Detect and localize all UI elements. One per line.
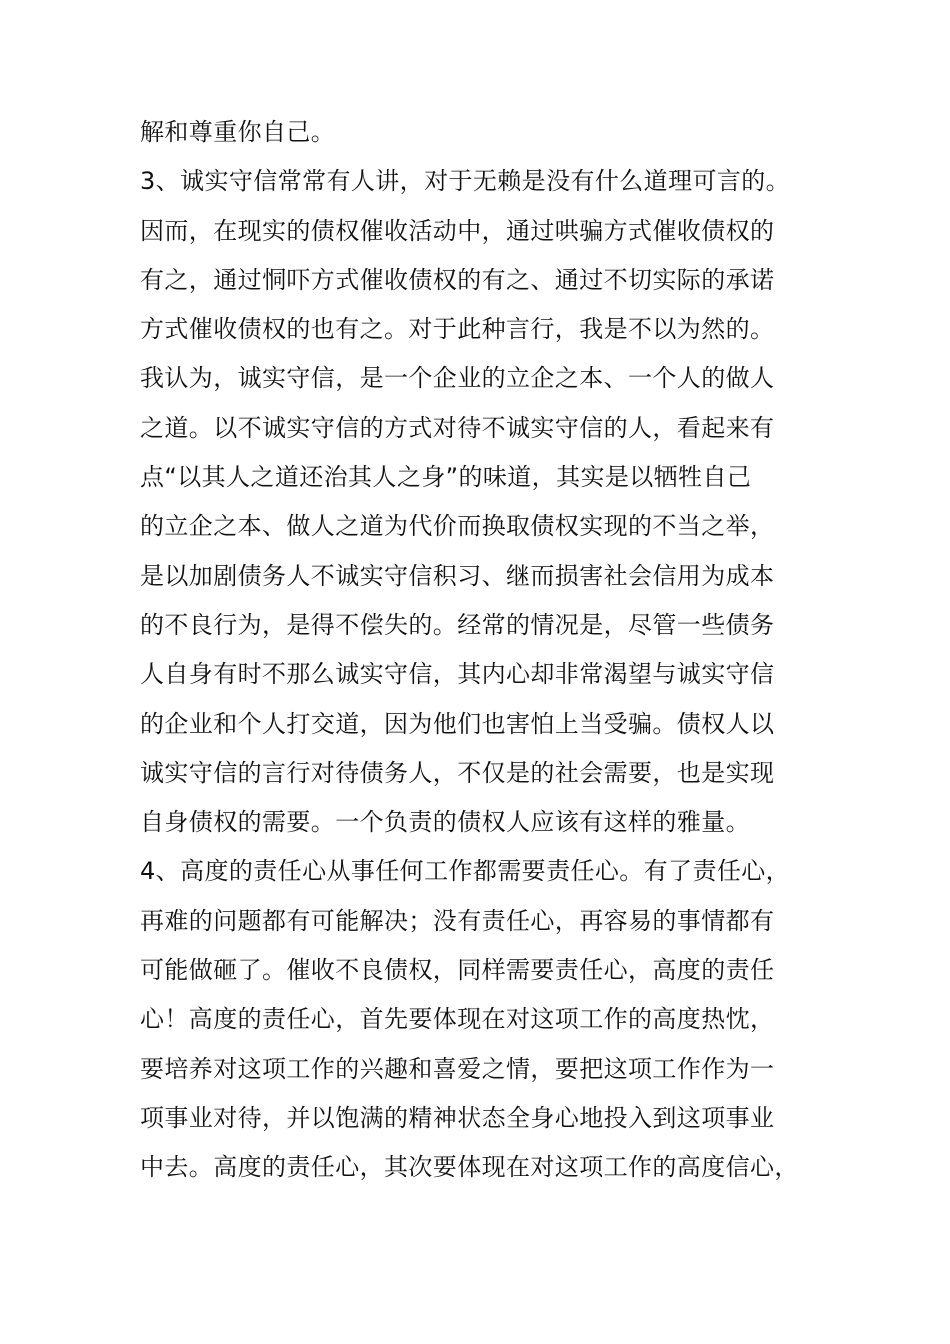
text-line: 心！高度的责任心，首先要体现在对这项工作的高度热忱， [140, 1005, 775, 1034]
text-line: 诚实守信的言行对待债务人，不仅是的社会需要，也是实现 [140, 758, 775, 787]
text-line: 方式催收债权的也有之。对于此种言行，我是不以为然的。 [140, 315, 775, 344]
text-line: 的立企之本、做人之道为代价而换取债权实现的不当之举， [140, 512, 775, 541]
text-line: 我认为，诚实守信，是一个企业的立企之本、一个人的做人 [140, 364, 775, 393]
text-line: 解和尊重你自己。 [140, 118, 336, 146]
text-line: 要培养对这项工作的兴趣和喜爱之情，要把这项工作作为一 [140, 1054, 775, 1083]
text-line: 中去。高度的责任心，其次要体现在对这项工作的高度信心， [140, 1153, 799, 1182]
text-line: 是以加剧债务人不诚实守信积习、继而损害社会信用为成本 [140, 561, 775, 590]
text-line: 可能做砸了。催收不良债权，同样需要责任心，高度的责任 [140, 956, 775, 985]
text-line: 的企业和个人打交道，因为他们也害怕上当受骗。债权人以 [140, 709, 775, 738]
text-line: 自身债权的需要。一个负责的债权人应该有这样的雅量。 [140, 808, 750, 837]
text-line: 人自身有时不那么诚实守信，其内心却非常渴望与诚实守信 [140, 660, 775, 689]
text-line: 有之，通过恫吓方式催收债权的有之、通过不切实际的承诺 [140, 265, 775, 294]
text-line: 项事业对待，并以饱满的精神状态全身心地投入到这项事业 [140, 1103, 775, 1132]
text-line: 点“以其人之道还治其人之身”的味道，其实是以牺牲自己 [140, 463, 752, 492]
text-line: 之道。以不诚实守信的方式对待不诚实守信的人，看起来有 [140, 413, 775, 442]
text-line: 的不良行为，是得不偿失的。经常的情况是，尽管一些债务 [140, 610, 775, 639]
text-line: 3、诚实守信常常有人讲，对于无赖是没有什么道理可言的。 [140, 167, 791, 196]
body-text [140, 108, 810, 1193]
text-line: 因而，在现实的债权催收活动中，通过哄骗方式催收债权的 [140, 216, 775, 245]
text-line: 4、高度的责任心从事任何工作都需要责任心。有了责任心， [140, 857, 791, 886]
text-line: 再难的问题都有可能解决；没有责任心，再容易的事情都有 [140, 906, 775, 935]
